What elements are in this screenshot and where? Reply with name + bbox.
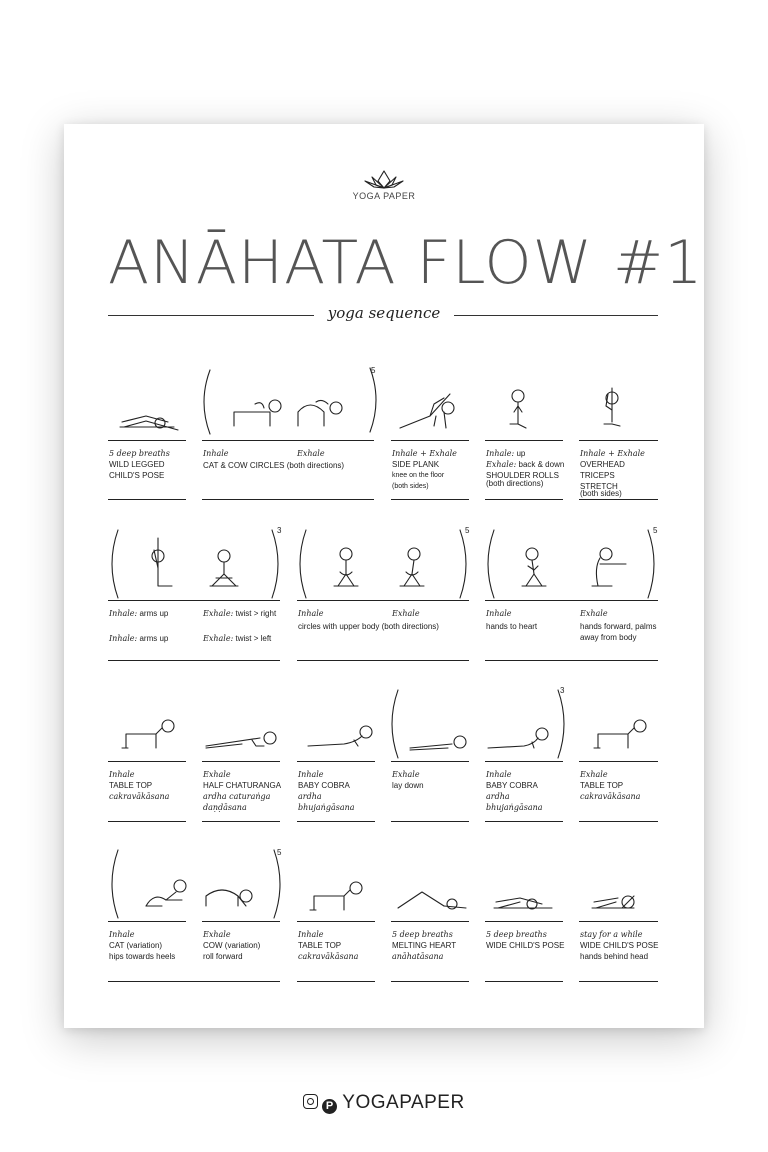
pose-underline — [202, 821, 280, 822]
cat-cow-circles-icon — [200, 364, 380, 440]
repetition-count: 5 — [653, 526, 658, 535]
pose-name: TABLE TOP — [580, 781, 624, 790]
brand-name: YOGA PAPER — [352, 191, 416, 201]
breath-label: 5 deep breaths — [392, 930, 453, 939]
pose-note: (both sides) — [580, 489, 622, 498]
pose-name: SHOULDER ROLLS — [486, 471, 559, 480]
pose-name: BABY COBRA — [298, 781, 350, 790]
breath-label: Exhale — [392, 770, 420, 779]
pose-underline — [485, 499, 563, 500]
pose-caption — [486, 769, 568, 813]
breath-note: twist > right — [233, 609, 277, 618]
pose-note: knee on the floor — [392, 472, 445, 479]
repetition-count: 5 — [277, 848, 282, 857]
pose-name: SIDE PLANK — [392, 460, 440, 469]
pose-caption — [203, 769, 283, 813]
breath-label: Inhale — [109, 930, 135, 939]
pose-caption — [486, 929, 566, 951]
pose-underline — [485, 440, 563, 441]
pose-caption — [203, 448, 293, 459]
seated-twist-icon — [106, 528, 284, 602]
pose-name: STRETCH — [580, 482, 618, 491]
breath-label: Inhale: — [109, 609, 138, 618]
pose-underline — [579, 499, 658, 500]
overhead-triceps-stretch-icon — [590, 386, 634, 438]
pose-underline — [108, 921, 186, 922]
side-plank-icon — [394, 386, 474, 436]
baby-cobra-icon — [304, 720, 380, 752]
sanskrit-name: ardha bhujaṅgāsana — [298, 792, 355, 812]
pose-name: WIDE CHILD'S POSE — [580, 941, 659, 950]
pose-caption — [109, 769, 189, 802]
table-top-icon — [116, 714, 186, 754]
pose-caption — [298, 929, 378, 962]
pose-note: hands to heart — [486, 622, 538, 631]
divider — [454, 315, 658, 316]
poster — [64, 124, 704, 1028]
repetition-count: 3 — [277, 526, 282, 535]
half-chaturanga-icon — [202, 724, 282, 754]
breath-label: Inhale — [298, 930, 324, 939]
pose-caption — [392, 769, 472, 791]
pose-underline — [485, 761, 563, 762]
pose-note: (both directions) — [486, 479, 544, 488]
repetition-count: 5 — [465, 526, 470, 535]
pose-caption — [580, 608, 664, 643]
pose-note: roll forward — [203, 952, 243, 961]
breath-label: Exhale — [580, 770, 608, 779]
divider — [108, 315, 314, 316]
wide-childs-pose-hands-behind-head-icon — [588, 884, 658, 916]
pose-underline — [391, 761, 469, 762]
pose-underline — [108, 660, 280, 661]
pose-caption — [298, 769, 378, 813]
pose-underline — [391, 821, 469, 822]
pose-underline — [108, 821, 186, 822]
pose-underline — [202, 499, 374, 500]
breath-label: Inhale — [298, 609, 324, 618]
pose-underline — [485, 921, 563, 922]
breath-label: 5 deep breaths — [486, 930, 547, 939]
pose-name: TABLE TOP — [109, 781, 153, 790]
pose-name: TABLE TOP — [298, 941, 342, 950]
pose-underline — [297, 600, 469, 601]
breath-label: Inhale: — [486, 449, 515, 458]
pose-name: CAT & COW CIRCLES (both directions) — [203, 461, 345, 470]
pose-underline — [297, 660, 469, 661]
pose-note: hands forward, palms — [580, 622, 657, 631]
breath-note: arms up — [137, 609, 169, 618]
page-title: ANĀHATA FLOW #1 — [108, 228, 704, 298]
pose-underline — [485, 600, 658, 601]
pose-underline — [579, 761, 658, 762]
pose-caption — [109, 608, 203, 644]
pose-underline — [297, 821, 375, 822]
breath-label: 5 deep breaths — [109, 449, 170, 458]
pose-underline — [202, 440, 374, 441]
breath-label: Inhale — [203, 449, 229, 458]
breath-label: Exhale — [203, 770, 231, 779]
pose-underline — [202, 761, 280, 762]
pose-name: OVERHEAD TRICEPS — [580, 460, 625, 480]
breath-label: Inhale — [486, 609, 512, 618]
pose-note: (both sides) — [392, 483, 429, 490]
pose-underline — [297, 921, 375, 922]
pose-caption — [392, 929, 472, 962]
pose-underline — [485, 981, 563, 982]
sanskrit-name: anāhatāsana — [392, 952, 444, 961]
pose-underline — [108, 761, 186, 762]
pose-underline — [297, 981, 375, 982]
footer-brand[interactable]: YOGAPAPER — [342, 1092, 465, 1113]
pose-note: away from body — [580, 633, 637, 642]
lotus-icon — [362, 168, 406, 190]
pose-caption — [580, 769, 660, 802]
pose-name: WIDE CHILD'S POSE — [486, 941, 565, 950]
table-top-icon — [588, 714, 658, 754]
pose-caption — [392, 608, 482, 619]
breath-label: Inhale — [486, 770, 512, 779]
sanskrit-name: cakravākāsana — [109, 792, 170, 801]
pose-name: CHILD'S POSE — [109, 471, 165, 480]
melting-heart-icon — [394, 884, 470, 914]
pose-caption — [486, 608, 576, 632]
pose-caption — [297, 448, 387, 459]
wide-childs-pose-icon — [490, 886, 560, 916]
pose-caption — [392, 448, 472, 492]
lay-down-cobra-icon — [388, 690, 568, 762]
pose-note: circles with upper body (both directions) — [298, 622, 439, 631]
repetition-count: 5 — [371, 366, 376, 375]
sanskrit-name: cakravākāsana — [580, 792, 641, 801]
breath-note: arms up — [137, 634, 169, 643]
shoulder-rolls-icon — [496, 388, 540, 438]
breath-label: Exhale: — [486, 460, 517, 469]
hands-to-heart-icon — [482, 528, 660, 602]
sanskrit-name: daṇḍāsana — [203, 803, 247, 812]
sanskrit-name: cakravākāsana — [298, 952, 359, 961]
pose-underline — [485, 821, 563, 822]
pose-name: lay down — [392, 781, 424, 790]
pose-caption — [580, 448, 660, 499]
sanskrit-name: ardha caturaṅga — [203, 792, 271, 801]
seated-circles-icon — [294, 528, 472, 602]
pose-name: COW (variation) — [203, 941, 261, 950]
pose-name: WILD LEGGED — [109, 460, 165, 469]
pose-name: BABY COBRA — [486, 781, 538, 790]
wild-legged-childs-pose-icon — [116, 394, 186, 434]
pose-underline — [202, 921, 280, 922]
breath-label: stay for a while — [580, 930, 643, 939]
cat-cow-variation-icon — [106, 848, 286, 922]
breath-label: Exhale — [392, 609, 420, 618]
pose-underline — [108, 600, 280, 601]
pose-caption — [298, 608, 388, 619]
footer — [0, 1092, 768, 1114]
breath-label: Exhale: — [203, 609, 234, 618]
breath-label: Exhale: — [203, 634, 234, 643]
pose-name: MELTING HEART — [392, 941, 457, 950]
pose-note: hands behind head — [580, 952, 649, 961]
subtitle: yoga sequence — [327, 304, 441, 322]
breath-note: back & down — [516, 460, 565, 469]
pose-underline — [391, 440, 469, 441]
table-top-icon — [304, 876, 374, 916]
instagram-icon[interactable] — [303, 1094, 318, 1109]
pose-name: HALF CHATURANGA — [203, 781, 282, 790]
pose-caption — [203, 929, 283, 962]
pose-underline — [391, 499, 469, 500]
breath-label: Inhale — [298, 770, 324, 779]
pose-underline — [297, 761, 375, 762]
pose-name: CAT (variation) — [109, 941, 163, 950]
breath-note: twist > left — [233, 634, 272, 643]
pose-note: hips towards heels — [109, 952, 176, 961]
pose-caption — [580, 929, 660, 962]
pose-caption — [203, 608, 297, 644]
breath-label: Exhale — [580, 609, 608, 618]
breath-note: up — [514, 449, 526, 458]
breath-label: Exhale — [297, 449, 325, 458]
pinterest-icon[interactable]: P — [322, 1099, 337, 1114]
pose-caption — [109, 929, 189, 962]
pose-underline — [108, 499, 186, 500]
breath-label: Inhale + Exhale — [580, 449, 645, 458]
pose-underline — [579, 981, 658, 982]
breath-label: Inhale + Exhale — [392, 449, 457, 458]
breath-label: Inhale: — [109, 634, 138, 643]
pose-underline — [579, 440, 658, 441]
pose-caption — [109, 448, 189, 480]
pose-underline — [391, 981, 469, 982]
pose-underline — [579, 821, 658, 822]
sanskrit-name: ardha bhujaṅgāsana — [486, 792, 543, 812]
breath-label: Inhale — [109, 770, 135, 779]
pose-underline — [108, 440, 186, 441]
pose-underline — [391, 921, 469, 922]
pose-underline — [579, 921, 658, 922]
repetition-count: 3 — [560, 686, 565, 695]
pose-underline — [108, 981, 280, 982]
breath-label: Exhale — [203, 930, 231, 939]
pose-underline — [485, 660, 658, 661]
pose-caption — [486, 448, 566, 489]
